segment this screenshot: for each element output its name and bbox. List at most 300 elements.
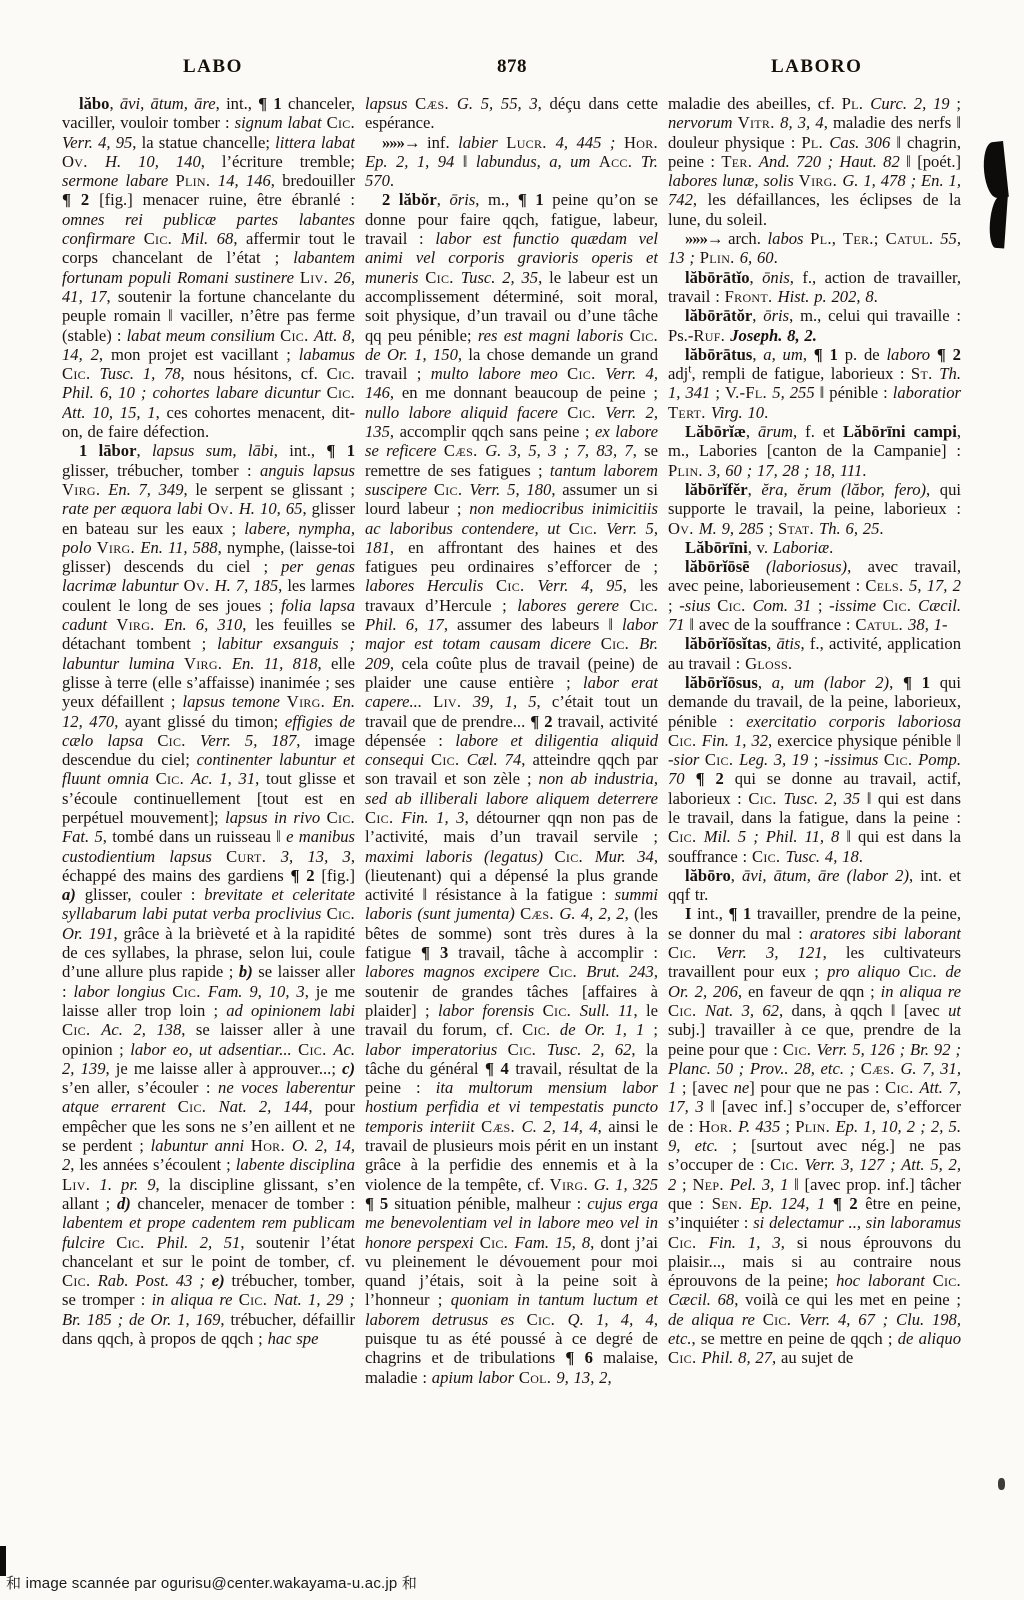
text-segment: , pour empêcher que les sons ne s’en aillent et ne se perdent ;	[62, 1097, 355, 1156]
text-segment: , si nous éprouvons du plaisir..., mais si au contraire nous éprouvons de la peine;	[668, 1232, 961, 1291]
text-segment: labor erat capere...	[365, 672, 658, 712]
text-segment: labor eo, ut adsentiar...	[130, 1039, 299, 1059]
column-1	[62, 94, 355, 1580]
column-2	[365, 94, 658, 1580]
text-segment: Ter.	[721, 151, 759, 171]
text-segment: Hor.	[623, 132, 658, 152]
text-segment: e manibus custodientium lapsus	[62, 827, 355, 866]
text-segment: ,	[749, 267, 763, 287]
text-segment: , en faveur de qqn ;	[737, 981, 881, 1001]
column-3	[668, 94, 961, 1580]
text-segment: ‖ qui est dans le travail, dans la fatigue, dans la peine :	[668, 788, 961, 827]
text-segment: Ep. 1, 10, 2 ; 2, 5. 9, etc.	[668, 1116, 961, 1156]
text-columns	[62, 94, 962, 1580]
text-segment: ¶ 5	[365, 1193, 389, 1213]
entry-laborator	[668, 306, 961, 345]
text-segment: ¶ 4	[485, 1058, 509, 1078]
text-segment: labores Herculis	[365, 576, 497, 596]
text-segment: ¶ 1	[902, 672, 930, 692]
text-segment: Cic.	[908, 962, 946, 982]
text-segment: ; [avec	[676, 1078, 734, 1098]
text-segment: , détourner qqn non pas de l’activité, mais d’un travail servile ;	[365, 807, 658, 847]
text-segment: I	[685, 904, 692, 924]
text-segment: Virg.	[798, 171, 843, 191]
text-segment: Cic.	[668, 730, 702, 750]
text-segment: 1 lābor	[79, 441, 137, 461]
text-segment: Cic.	[629, 325, 658, 345]
text-segment: s’en aller, s’écouler :	[62, 1078, 219, 1098]
text-segment: Joseph. 8, 2.	[730, 325, 817, 345]
text-segment: G. 1, 478 ; En. 1, 742	[668, 171, 961, 210]
text-segment: Cic.	[62, 364, 100, 384]
entry-laborifer	[668, 480, 961, 538]
text-segment: Cic.	[751, 846, 786, 866]
text-segment: Hist. p. 202, 8	[777, 286, 874, 306]
text-segment: 55, 13 ;	[668, 229, 961, 268]
text-segment: Liv.	[433, 692, 473, 712]
text-segment: de aliquo	[897, 1329, 961, 1348]
text-segment: Tusc. 1, 78	[99, 364, 181, 384]
text-segment: summi laboris (sunt jumenta)	[365, 885, 658, 924]
text-segment: En. 12, 470	[62, 692, 355, 731]
text-segment: Cæs.	[415, 94, 457, 113]
text-segment: Ac. 2, 139	[62, 1039, 355, 1078]
text-segment: 2 lăbŏr	[382, 190, 437, 210]
text-segment: Curc. 2, 19	[870, 94, 950, 113]
text-segment: , tout glisse et s’écoule continuellement [tout est en perpétuel mouvement];	[62, 769, 355, 827]
text-segment: , je me laisse aller trop loin ;	[62, 981, 355, 1020]
text-segment: quoniam in tantum luctum et laborem detrusus es	[365, 1290, 658, 1329]
text-segment: , glisser en bateau sur les eaux ;	[62, 499, 355, 538]
text-segment: Nat. 2, 144	[218, 1097, 309, 1117]
text-segment: ;	[644, 1020, 658, 1040]
text-segment: Virg.	[62, 479, 109, 499]
text-segment: Cic.	[326, 904, 355, 924]
text-segment: nullo labore aliquid facere	[365, 402, 568, 422]
entry-labor-2-continued	[668, 94, 961, 229]
text-segment: ad opinionem labi	[226, 1000, 355, 1020]
text-segment: , je me laisse aller à approuver...;	[105, 1058, 343, 1078]
text-segment: , m., Labories [canton de la Campanie] :	[668, 422, 961, 461]
text-segment: Cæl. 74	[466, 750, 522, 770]
text-segment: , soutenir l’état chancelant et sur le point de tomber, cf.	[62, 1232, 355, 1271]
text-segment: , déçu dans cette espérance.	[365, 94, 658, 133]
text-segment: folia lapsa cadunt	[62, 595, 355, 635]
text-segment: Cæs.	[481, 1116, 522, 1136]
text-segment: , les feuilles se détachant tombent ;	[62, 615, 355, 654]
text-segment: , les larmes coulent le long de ses joues ;	[62, 576, 355, 615]
text-segment: .	[873, 286, 878, 306]
text-segment: , se laisser aller à une opinion ;	[62, 1020, 355, 1059]
text-segment: H. 10, 140	[105, 151, 201, 171]
text-segment: Acc.	[598, 151, 641, 171]
text-segment: lapsus in rivo	[225, 807, 327, 827]
text-segment: Cic.	[143, 229, 181, 249]
text-segment: si delectamur .., sin laboramus	[753, 1213, 961, 1233]
text-segment: Th. 1, 341	[668, 364, 961, 403]
text-segment: Cic.	[668, 1232, 709, 1252]
text-segment: Cic.	[298, 1039, 334, 1059]
text-segment: Com. 31	[752, 595, 812, 615]
text-segment: G. 1, 325	[593, 1174, 658, 1194]
text-segment: Tert.	[668, 402, 711, 422]
text-segment: laboro	[886, 344, 937, 364]
text-segment: nervorum	[668, 113, 738, 133]
text-segment: 39, 1, 5	[472, 692, 537, 712]
text-segment: , les travaux d’Hercule ;	[365, 576, 658, 615]
text-segment: lăbōrātŏr	[685, 306, 753, 326]
text-segment: Ac. 2, 138	[101, 1020, 182, 1040]
text-segment: tantum laborem suscipere	[365, 460, 658, 499]
text-segment: Cic.	[882, 595, 919, 615]
text-segment: labuntur anni	[150, 1136, 251, 1156]
text-segment: , ainsi le travail de plusieurs mois périt en un instant grâce à la perfidie des ennemis et à la violence de la tempête, cf.	[365, 1116, 658, 1194]
text-segment: 14, 146	[217, 171, 271, 191]
text-segment: ,	[436, 190, 450, 210]
text-segment: , affermir tout le corps chancelant de l’état ;	[62, 229, 355, 268]
text-segment: 1. pr. 9	[99, 1174, 156, 1194]
text-segment: glisser, trébucher, tomber :	[62, 460, 260, 480]
text-segment: lăbōro	[685, 865, 731, 885]
text-segment: in aliqua re	[151, 1290, 239, 1310]
text-segment: Cic.	[717, 595, 753, 615]
text-segment: , f., activité, application au travail :	[668, 634, 961, 673]
text-segment: lăbōrātĭo	[685, 267, 750, 287]
text-segment: , se remettre de ses fatigues ;	[365, 441, 658, 480]
text-segment: lapsus	[365, 94, 416, 113]
text-segment: Pel. 3, 1	[729, 1174, 789, 1194]
text-segment: , ces cohortes menacent, dit-on, de faire défection.	[62, 402, 355, 442]
text-segment: res est magni laboris	[477, 325, 630, 345]
text-segment: Cic.	[522, 1020, 560, 1040]
text-segment: , accomplir qqch sans peine ;	[389, 422, 595, 442]
text-segment: Mur. 34	[594, 846, 654, 866]
text-segment: ¶ 3	[421, 943, 449, 963]
text-segment: ;	[808, 750, 824, 770]
text-segment: G. 5, 55, 3	[456, 94, 538, 113]
text-segment: Hor.	[250, 1136, 293, 1156]
text-segment: , mon projet est vacillant ;	[98, 344, 299, 364]
text-segment: de Or. 2, 206	[668, 962, 961, 1001]
text-segment: être en peine, s’inquiéter :	[668, 1193, 961, 1233]
text-segment: travail, tâche à accomplir :	[448, 943, 658, 963]
text-segment: 26, 41, 17	[62, 267, 355, 306]
text-segment: Nat. 3, 62	[705, 1000, 779, 1020]
text-segment: Cic.	[770, 1155, 805, 1175]
text-segment: , int.,	[273, 441, 327, 461]
text-segment: Or. 191	[62, 923, 114, 943]
text-segment: Verr. 4, 95	[62, 132, 133, 152]
text-segment: , le serpent se glissant ;	[183, 479, 355, 499]
text-segment: O. 2, 14, 2	[62, 1136, 355, 1175]
text-segment: , la chose demande un grand travail ;	[365, 344, 658, 384]
text-segment: Cæcil. 71	[668, 595, 961, 635]
text-segment: Cic.	[600, 634, 640, 654]
text-segment: adj	[668, 364, 689, 384]
text-segment: -issime	[829, 595, 883, 615]
text-segment: , les cultivateurs travaillent pour eux ;	[668, 943, 961, 982]
text-segment: Cic.	[668, 943, 716, 963]
text-segment: , exercice physique pénible ‖	[768, 730, 961, 750]
text-segment: lapsus sum, lābi	[151, 441, 274, 461]
text-segment: labor est functio quædam vel animi vel corporis gravioris operis et muneris	[365, 229, 658, 287]
text-segment: Cas. 306	[829, 132, 891, 152]
text-segment: .	[773, 248, 778, 268]
text-segment: Plin.	[699, 248, 740, 268]
text-segment: ¶ 1	[517, 190, 544, 210]
scan-watermark: 和 image scannée par ogurisu@center.wakayama-u.ac.jp 和	[6, 1575, 418, 1592]
text-segment: trébucher, tomber, se tromper :	[62, 1271, 355, 1310]
text-segment: , grâce à la brièveté et à la rapidité de ces syllabes, la phrase, selon lui, coule d’une allure plus rapide ;	[62, 923, 355, 982]
text-segment: Phil. 2, 51	[156, 1232, 241, 1252]
text-segment: Lăbōrīni	[685, 537, 748, 557]
text-segment: Fin. 1, 32	[701, 730, 769, 750]
scan-artifact	[988, 196, 1008, 249]
text-segment: Brut. 243	[586, 962, 654, 982]
text-segment: Cic.	[748, 788, 784, 808]
text-segment: ‖ qui est dans la souffrance :	[668, 827, 961, 866]
text-segment: ,	[747, 479, 762, 499]
text-segment: chanceler, vaciller, vouloir tomber :	[62, 94, 355, 133]
text-segment: , nymphe, (laisse-toi glisser) descends du ciel ;	[62, 537, 355, 577]
text-segment: Lăbōrĭæ	[685, 422, 746, 442]
text-segment: in aliqua re	[880, 981, 961, 1001]
text-segment: ‖ [poét.]	[899, 151, 961, 171]
text-segment: Plin.	[795, 1116, 836, 1136]
text-segment: Cæs.	[860, 1058, 901, 1078]
text-segment: Ov.	[62, 151, 105, 171]
text-segment: , se mettre en peine de qqch ;	[691, 1329, 898, 1348]
text-segment: And. 720 ; Haut. 82	[758, 151, 900, 171]
text-segment: lăbōrĭōsus	[685, 672, 758, 692]
text-segment: ārum	[758, 422, 794, 442]
text-segment: ‖ [avec prop. inf.] tâcher que :	[668, 1174, 961, 1213]
text-segment: a, um (labor 2)	[771, 672, 890, 692]
text-segment: ¶ 1	[326, 441, 355, 461]
text-segment: 9, 13, 2,	[556, 1367, 612, 1387]
text-segment: ¶ 1	[813, 344, 838, 364]
text-segment: Virg. 10	[710, 402, 765, 422]
text-segment: Sen.	[711, 1193, 751, 1213]
text-segment: , en affrontant des haines et des fatigues peu ordinaires s’efforcer de ;	[365, 537, 658, 577]
text-segment: Liv.	[299, 267, 335, 287]
text-segment: Cic.	[425, 267, 461, 287]
text-segment: .	[764, 402, 769, 422]
entry-labor-2	[365, 190, 658, 1386]
text-segment: ; [surtout avec nég.] ne pas s’occuper de :	[668, 1136, 961, 1175]
text-segment: ¶ 2	[290, 865, 315, 885]
text-segment: ita multorum mensium labor hostium perfidia et vi tempestatis puncto temporis interiit	[365, 1078, 658, 1136]
text-segment: , tombé dans un ruisseau ‖	[102, 827, 287, 847]
text-segment: Tusc. 2, 62	[546, 1039, 632, 1059]
text-segment: Cic.	[885, 1078, 920, 1098]
text-segment: , la tâche du général	[365, 1039, 658, 1078]
text-segment: , voilà ce qui les met en peine ;	[734, 1290, 961, 1310]
text-segment: Pl.	[841, 94, 871, 113]
text-segment: subj.] travailler à ce que, prendre de la peine pour que :	[668, 1020, 961, 1059]
text-segment: Front.	[724, 286, 778, 306]
text-segment: , cela coûte plus de travail (peine) de plaider une cause entière ;	[365, 653, 658, 692]
text-segment: Ac. 1, 31	[191, 769, 256, 789]
text-segment: exercitatio corporis laboriosa	[746, 711, 961, 731]
entry-laboro	[668, 866, 961, 905]
text-segment: ;	[780, 1116, 796, 1136]
text-segment: , échappé des mains des gardiens	[62, 846, 355, 885]
text-segment: non ab industria, sed ab illiberali labore aliquem deterrere	[365, 769, 658, 808]
text-segment: chanceler, menacer de tomber :	[137, 1193, 355, 1213]
text-segment: Cic.	[157, 730, 201, 750]
note-archaic-labos	[668, 229, 961, 268]
text-segment: , m., celui qui travaille : Ps.-	[668, 306, 961, 345]
text-segment: Rab. Post. 43 ;	[97, 1271, 212, 1291]
text-segment: qui demande du travail, de la peine, laborieux, pénible :	[668, 672, 961, 731]
text-segment: c)	[342, 1058, 355, 1078]
text-segment: Verr. 5, 181	[365, 518, 658, 557]
text-segment: Fin. 1, 3	[401, 807, 465, 827]
text-segment: Verr. 4, 95	[537, 576, 623, 596]
text-segment: laboratior	[892, 383, 961, 403]
text-segment: glisser, couler :	[84, 885, 205, 905]
text-segment: , le travail du forum, cf.	[365, 1000, 658, 1040]
text-segment: , ayant glissé du timon;	[114, 711, 285, 731]
text-segment: Fin. 1, 3	[708, 1232, 781, 1252]
text-segment: Verr. 5, 180	[469, 479, 552, 499]
text-segment: Leg. 3, 19	[739, 750, 809, 770]
text-segment: Ruf.	[693, 325, 731, 345]
text-segment: , au sujet de	[772, 1348, 854, 1368]
text-segment: , m.,	[475, 190, 518, 210]
text-segment: P. 435	[738, 1116, 781, 1136]
text-segment: .	[389, 171, 395, 191]
text-segment: Cic.	[567, 364, 606, 384]
text-segment: St.	[910, 364, 940, 384]
arrow-icon: »»»→	[382, 132, 428, 152]
text-segment: Att. 7, 17, 3	[668, 1078, 961, 1117]
text-segment: , (lieutenant) qui a dépensé la plus grande activité ‖ résistance à la fatigue :	[365, 846, 658, 905]
text-segment: ;	[676, 1174, 693, 1194]
text-segment: Cic.	[326, 383, 355, 403]
text-segment: [fig.]	[314, 865, 355, 885]
text-segment: -sius	[679, 595, 718, 615]
text-segment: Lăbōrīni campi	[842, 422, 957, 442]
text-segment: Mil. 5 ; Phil. 11, 8	[703, 827, 840, 847]
text-segment: , assumer un si lourd labeur ;	[365, 479, 658, 519]
text-segment: ĕra, ĕrum (lăbor, fero)	[761, 479, 927, 499]
text-segment: signum labat	[234, 113, 327, 133]
text-segment: lăbo	[79, 94, 110, 113]
text-segment: En. 11, 818	[231, 653, 318, 673]
text-segment: labores gerere	[517, 595, 630, 615]
text-segment: , trébucher, défaillir dans qqch, à propos de qqch ;	[62, 1309, 355, 1348]
text-segment: lăbōrātus	[685, 344, 753, 364]
text-segment: ‖ pénible :	[814, 383, 893, 403]
text-segment: .	[879, 518, 884, 538]
text-segment: ‖	[454, 151, 476, 171]
text-segment: labores lunæ, solis	[668, 171, 799, 191]
text-segment: Gloss.	[745, 653, 793, 673]
text-segment: e)	[211, 1271, 232, 1291]
text-segment: Lucr.	[506, 132, 556, 152]
text-segment: Cic.	[668, 827, 704, 847]
text-segment: , soutenir de grandes tâches [affaires à plaider] ;	[365, 962, 658, 1020]
text-segment: Laboriæ	[772, 537, 830, 557]
text-segment: Hor.	[698, 1116, 739, 1136]
text-segment: , v.	[747, 537, 773, 557]
text-segment: , dont j’ai vu pleinement le dévouement pour moi quand j’étais, soit à la peine soit à l’honneur ;	[365, 1232, 658, 1310]
text-segment: 5, 255	[772, 383, 815, 403]
text-segment: labentem et prope cadentem rem publicam fulcire	[62, 1213, 355, 1252]
text-segment: H. 10, 65	[238, 499, 303, 519]
text-segment: Cic.	[668, 1000, 706, 1020]
text-segment: a)	[62, 885, 85, 905]
text-segment: Verr. 2, 135	[365, 402, 658, 442]
text-segment: apium labor	[431, 1367, 519, 1387]
text-segment: Att. 10, 15, 1	[62, 402, 156, 422]
text-segment: ] pour que ne pas :	[749, 1078, 886, 1098]
text-segment: Plin.	[668, 460, 708, 480]
text-segment: Ep. 124, 1	[750, 1193, 833, 1213]
text-segment: p. de	[837, 344, 887, 364]
text-segment: omnes rei publicæ partes labantes confirmare	[62, 209, 355, 249]
text-segment: .	[858, 846, 863, 866]
text-segment: , la statue chancelle;	[132, 132, 276, 152]
text-segment: d)	[116, 1193, 138, 1213]
text-segment: non mediocribus inimicitiis ac laboribus contendere, ut	[365, 499, 658, 538]
text-segment: Verr. 4, 146	[365, 364, 658, 403]
text-segment: ;	[763, 518, 778, 538]
page-header	[0, 56, 1024, 80]
text-segment: b)	[238, 962, 259, 982]
text-segment: pro aliquo	[827, 962, 909, 982]
entry-laboratio	[668, 268, 961, 307]
text-segment: Cic.	[782, 1039, 817, 1059]
text-segment: [fig.] menacer ruine, être ébranlé :	[89, 190, 355, 210]
text-segment: , bredouiller	[270, 171, 355, 191]
text-segment: ōris	[763, 306, 790, 326]
text-segment: cohortes labare dicuntur	[152, 383, 327, 403]
text-segment: , le labeur est un accomplissement déterminé, soit moral, soit physique, d’un travail ou d’une tâche qq peu pénible;	[365, 267, 658, 345]
text-segment: -sior	[668, 750, 705, 770]
text-segment: , image descendue du ciel;	[62, 730, 355, 770]
text-segment: Cæs.	[443, 441, 486, 461]
text-segment: , avec travail, avec peine, laborieusement :	[668, 557, 961, 596]
text-segment: Cic.	[172, 981, 208, 1001]
text-segment: Cic.	[62, 1020, 102, 1040]
text-segment: sermone labare	[62, 171, 176, 191]
text-segment: G. 4, 2, 2	[559, 904, 625, 924]
text-segment: ¶ 1	[258, 94, 282, 113]
text-segment: Cic.	[479, 1232, 515, 1252]
text-segment: inf.	[427, 132, 459, 152]
text-segment: , en me donnant beaucoup de peine ;	[389, 383, 658, 403]
text-segment: Nat. 1, 29 ; Br. 185 ; de Or. 1, 169	[62, 1290, 355, 1329]
text-segment: , assumer des labeurs ‖	[443, 615, 623, 635]
text-segment: 3, 13, 3	[280, 846, 351, 866]
text-segment: .	[862, 460, 867, 480]
text-segment: Fam. 15, 8	[514, 1232, 591, 1252]
text-segment: lapsus temone	[182, 692, 287, 712]
text-segment: Cic.	[326, 807, 355, 827]
text-segment: anguis lapsus	[259, 460, 355, 480]
header-keyword-left: LABO	[183, 56, 243, 77]
text-segment: ¶ 2	[936, 344, 961, 364]
text-segment: Cic.	[668, 1348, 702, 1368]
text-segment: ,	[136, 441, 152, 461]
entry-labo	[62, 94, 355, 441]
text-segment: multo labore meo	[430, 364, 568, 384]
text-segment: ātis	[776, 634, 801, 654]
text-segment: ne voces laberentur atque errarent	[62, 1078, 355, 1117]
